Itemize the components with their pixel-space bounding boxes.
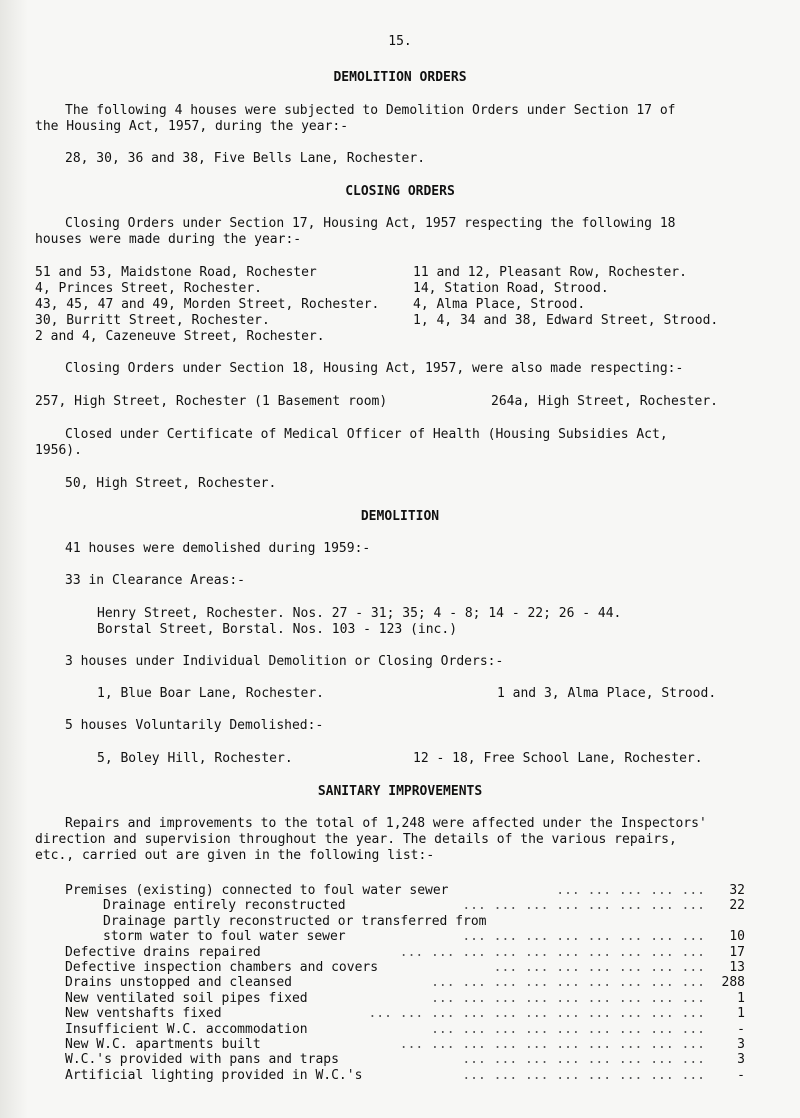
- table-row-label: Premises (existing) connected to foul water sewer: [65, 883, 449, 898]
- sanitary-heading: SANITARY IMPROVEMENTS: [317, 784, 483, 799]
- table-row-label: Defective inspection chambers and covers: [65, 960, 379, 975]
- closing-orders-intro-line1: Closing Orders under Section 17, Housing Act, 1957 respecting the following 18: [65, 216, 676, 231]
- table-row: [65, 1022, 745, 1038]
- certificate-line1: Closed under Certificate of Medical Officer of Health (Housing Subsidies Act,: [65, 427, 668, 442]
- table-row-label: Drains unstopped and cleansed: [65, 975, 292, 991]
- table-row-label: Insufficient W.C. accommodation: [65, 1021, 308, 1037]
- dot-leader: ... ... ... ... ... ... ... ...: [462, 898, 705, 914]
- individual-left: 1, Blue Boar Lane, Rochester.: [97, 686, 324, 701]
- voluntary-left: 5, Boley Hill, Rochester.: [97, 751, 293, 766]
- table-row: [65, 1037, 745, 1053]
- certificate-line2: 1956).: [35, 443, 82, 458]
- demolition-orders-intro-line1: The following 4 houses were subjected to Demolition Orders under Section 17 of: [65, 103, 676, 118]
- section18-intro: Closing Orders under Section 18, Housing Act, 1957, were also made respecting:-: [65, 361, 684, 376]
- closing-right-item: 4, Alma Place, Strood.: [413, 297, 586, 312]
- table-row-value: 1: [737, 990, 745, 1006]
- table-row-value: 17: [729, 944, 745, 960]
- closing-orders-intro-line2: houses were made during the year:-: [35, 232, 302, 247]
- table-row-value: 1: [737, 1006, 745, 1022]
- table-row-value: 13: [729, 960, 745, 975]
- table-row: [65, 1068, 745, 1084]
- table-row: [65, 914, 745, 930]
- certificate-address: 50, High Street, Rochester.: [65, 476, 277, 491]
- section18-right: 264a, High Street, Rochester.: [491, 394, 718, 409]
- table-row-value: -: [737, 1021, 745, 1037]
- table-row-label: New W.C. apartments built: [65, 1037, 261, 1052]
- table-row-value: 10: [729, 929, 745, 945]
- clearance-line1: Henry Street, Rochester. Nos. 27 - 31; 35; 4 - 8; 14 - 22; 26 - 44.: [97, 606, 622, 621]
- dot-leader: ... ... ... ... ... ... ... ... ... ...: [399, 944, 705, 960]
- table-row-value: 3: [737, 1052, 745, 1068]
- dot-leader: ... ... ... ... ... ... ... ... ...: [431, 975, 705, 991]
- voluntary-right: 12 - 18, Free School Lane, Rochester.: [413, 751, 703, 766]
- closing-right-item: 14, Station Road, Strood.: [413, 281, 609, 296]
- sanitary-intro-line1: Repairs and improvements to the total of 1,248 were affected under the Inspectors': [65, 816, 707, 831]
- demolition-orders-heading: DEMOLITION ORDERS: [333, 70, 467, 85]
- dot-leader: ... ... ... ... ... ... ... ...: [462, 929, 705, 945]
- table-row: [65, 960, 745, 976]
- page-number: 15.: [388, 34, 412, 49]
- table-row: [65, 883, 745, 899]
- sanitary-intro-line2: direction and supervision throughout the year. The details of the various repairs,: [35, 832, 677, 847]
- table-row: [65, 898, 745, 914]
- dot-leader: ... ... ... ... ... ... ... ...: [462, 1052, 705, 1068]
- dot-leader: ... ... ... ... ... ... ... ...: [462, 1067, 705, 1083]
- closing-left-item: 4, Princes Street, Rochester.: [35, 281, 262, 296]
- dot-leader: ... ... ... ... ... ... ...: [493, 960, 705, 975]
- table-row-label: Defective drains repaired: [65, 944, 261, 960]
- closing-left-item: 2 and 4, Cazeneuve Street, Rochester.: [35, 329, 325, 344]
- closing-right-item: 1, 4, 34 and 38, Edward Street, Strood.: [413, 313, 719, 328]
- table-row-label: New ventilated soil pipes fixed: [65, 990, 308, 1006]
- demolition-total: 41 houses were demolished during 1959:-: [65, 541, 371, 556]
- table-row-label: storm water to foul water sewer: [103, 929, 346, 945]
- dot-leader: ... ... ... ... ...: [556, 883, 705, 898]
- dot-leader: ... ... ... ... ... ... ... ... ... ...: [399, 1037, 705, 1052]
- table-row-value: 288: [721, 975, 745, 991]
- closing-left-item: 51 and 53, Maidstone Road, Rochester: [35, 265, 317, 280]
- demolition-orders-address: 28, 30, 36 and 38, Five Bells Lane, Rochester.: [65, 151, 426, 166]
- table-row-label: New ventshafts fixed: [65, 1006, 222, 1022]
- sanitary-intro-line3: etc., carried out are given in the following list:-: [35, 848, 435, 863]
- closing-right-item: 11 and 12, Pleasant Row, Rochester.: [413, 265, 687, 280]
- dot-leader: ... ... ... ... ... ... ... ... ... ... ...: [368, 1006, 705, 1022]
- table-row-label: W.C.'s provided with pans and traps: [65, 1052, 339, 1068]
- scan-edge-shadow: [0, 0, 28, 1118]
- table-row-label: Artificial lighting provided in W.C.'s: [65, 1067, 363, 1083]
- table-row: [65, 991, 745, 1007]
- table-row-value: 22: [729, 898, 745, 914]
- voluntary-intro: 5 houses Voluntarily Demolished:-: [65, 718, 324, 733]
- table-row-value: 3: [737, 1037, 745, 1052]
- table-row: [65, 975, 745, 991]
- table-row-value: -: [737, 1067, 745, 1083]
- dot-leader: ... ... ... ... ... ... ... ... ...: [431, 990, 705, 1006]
- closing-orders-heading: CLOSING ORDERS: [345, 184, 455, 199]
- clearance-line2: Borstal Street, Borstal. Nos. 103 - 123 (inc.): [97, 622, 458, 637]
- table-row: [65, 1006, 745, 1022]
- table-row: [65, 929, 745, 945]
- individual-right: 1 and 3, Alma Place, Strood.: [497, 686, 717, 701]
- closing-left-item: 43, 45, 47 and 49, Morden Street, Rochester.: [35, 297, 380, 312]
- demolition-orders-intro-line2: the Housing Act, 1957, during the year:-: [35, 119, 349, 134]
- clearance-intro: 33 in Clearance Areas:-: [65, 573, 246, 588]
- table-row: [65, 1052, 745, 1068]
- table-row-value: 32: [729, 883, 745, 898]
- demolition-heading: DEMOLITION: [360, 509, 440, 524]
- table-row: [65, 945, 745, 961]
- dot-leader: ... ... ... ... ... ... ... ... ...: [431, 1021, 705, 1037]
- section18-left: 257, High Street, Rochester (1 Basement room): [35, 394, 388, 409]
- individual-intro: 3 houses under Individual Demolition or Closing Orders:-: [65, 654, 504, 669]
- table-row-label: Drainage entirely reconstructed: [103, 898, 346, 914]
- closing-left-item: 30, Burritt Street, Rochester.: [35, 313, 270, 328]
- table-row-label: Drainage partly reconstructed or transferred from: [103, 913, 487, 929]
